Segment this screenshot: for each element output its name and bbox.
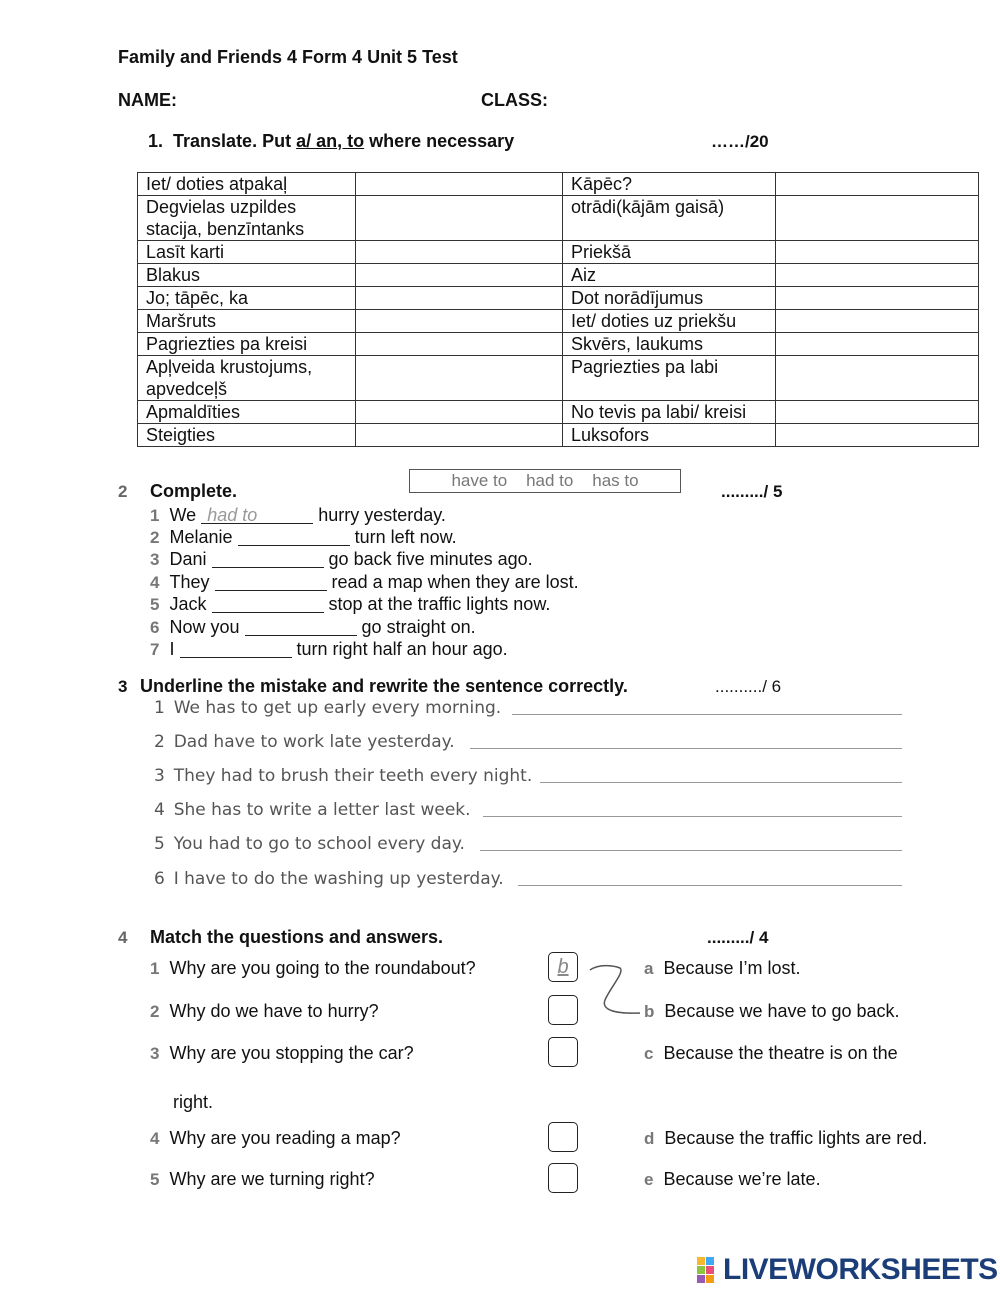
answer-cell-right[interactable] <box>776 401 979 424</box>
answer-letter: a <box>644 959 654 978</box>
match-question <box>150 958 476 979</box>
fill-value <box>212 549 218 569</box>
mistake-sentence[interactable]: She has to write a letter last week. <box>173 800 471 820</box>
word-box: have to had to has to <box>409 469 681 493</box>
rewrite-answer-line[interactable] <box>480 850 902 851</box>
item-before: Now you <box>169 617 240 637</box>
answer-cell-left[interactable] <box>356 310 563 333</box>
item-number: 6 <box>154 869 165 889</box>
item-number: 4 <box>150 573 160 592</box>
match-question <box>150 1169 375 1190</box>
rewrite-answer-line[interactable] <box>512 714 902 715</box>
question-text: Why do we have to hurry? <box>169 1001 379 1021</box>
answer-box[interactable] <box>548 1163 578 1193</box>
vocab-term-left: Iet/ doties atpakaļ <box>138 173 356 196</box>
item-before: I <box>169 639 175 659</box>
match-answer <box>644 1001 900 1022</box>
answer-text-continued <box>173 1092 213 1113</box>
section1-title-a: Translate. Put <box>173 131 297 151</box>
item-before: Jack <box>169 594 207 614</box>
item-number: 4 <box>150 1129 160 1148</box>
question-text: Why are you reading a map? <box>169 1128 401 1148</box>
vocab-term-left: Blakus <box>138 264 356 287</box>
logo-text: LIVEWORKSHEETS <box>723 1253 998 1286</box>
question-text: Why are you stopping the car? <box>169 1043 414 1063</box>
vocab-term-left: Pagriezties pa kreisi <box>138 333 356 356</box>
vocab-term-right: otrādi(kājām gaisā) <box>563 196 776 241</box>
complete-item <box>150 594 550 615</box>
item-number: 7 <box>150 640 160 659</box>
match-question <box>150 1001 379 1022</box>
rewrite-answer-line[interactable] <box>470 748 902 749</box>
answer-letter: b <box>644 1002 655 1021</box>
answer-letter: c <box>644 1044 654 1063</box>
vocab-row <box>138 196 979 241</box>
rewrite-item <box>154 834 465 854</box>
answer-cell-right[interactable] <box>776 333 979 356</box>
answer-cell-left[interactable] <box>356 356 563 401</box>
section1-title-b: where necessary <box>364 131 515 151</box>
match-answer <box>644 1169 821 1190</box>
answer-text: Because the theatre is on the <box>663 1043 898 1063</box>
section1-number: 1. <box>148 131 164 151</box>
item-number: 1 <box>150 506 160 525</box>
vocab-row <box>138 310 979 333</box>
mistake-sentence[interactable]: I have to do the washing up yesterday. <box>173 869 504 889</box>
vocab-term-right: Kāpēc? <box>563 173 776 196</box>
answer-cell-left[interactable] <box>356 196 563 241</box>
answer-cell-left[interactable] <box>356 401 563 424</box>
section1-title-underlined: a/ an, to <box>296 131 365 151</box>
vocab-term-right: Pagriezties pa labi <box>563 356 776 401</box>
fill-value <box>245 617 251 637</box>
section4-title: Match the questions and answers. <box>150 927 444 947</box>
answer-box[interactable] <box>548 1037 578 1067</box>
answer-letter: d <box>644 1129 655 1148</box>
match-question <box>150 1043 414 1064</box>
answer-box[interactable] <box>548 952 578 982</box>
item-number: 3 <box>154 766 165 786</box>
section3-title: Underline the mistake and rewrite the sentence correctly. <box>140 676 628 696</box>
liveworksheets-logo <box>697 1255 997 1287</box>
answer-cell-left[interactable] <box>356 264 563 287</box>
match-answer <box>644 958 801 979</box>
complete-item <box>150 639 508 660</box>
vocab-term-left: Apmaldīties <box>138 401 356 424</box>
item-number: 1 <box>154 698 165 718</box>
vocab-row <box>138 287 979 310</box>
complete-item <box>150 572 579 593</box>
logo-grid-icon <box>697 1257 723 1285</box>
vocab-row <box>138 333 979 356</box>
vocab-term-right: Dot norādījumus <box>563 287 776 310</box>
section1-score: ……/20 <box>711 132 769 151</box>
vocab-term-left: Apļveida krustojums, apvedceļš <box>138 356 356 401</box>
vocab-term-right: Skvērs, laukums <box>563 333 776 356</box>
section2-score: ........./ 5 <box>721 482 783 501</box>
item-number: 1 <box>150 959 160 978</box>
item-after: hurry yesterday. <box>318 505 446 525</box>
item-after: turn right half an hour ago. <box>296 639 508 659</box>
vocab-term-left: Jo; tāpēc, ka <box>138 287 356 310</box>
item-before: They <box>169 572 210 592</box>
answer-cell-left[interactable] <box>356 241 563 264</box>
item-after: go back five minutes ago. <box>328 549 533 569</box>
vocab-row <box>138 264 979 287</box>
item-number: 2 <box>154 732 165 752</box>
match-answer <box>644 1128 927 1149</box>
match-answer <box>644 1043 898 1064</box>
answer-box[interactable] <box>548 995 578 1025</box>
answer-text: Because we have to go back. <box>664 1001 900 1021</box>
vocab-row <box>138 173 979 196</box>
fill-blank[interactable] <box>245 617 357 636</box>
item-number: 2 <box>150 528 160 547</box>
vocab-row <box>138 356 979 401</box>
fill-value <box>212 594 218 614</box>
item-number: 5 <box>150 1170 160 1189</box>
item-after: turn left now. <box>354 527 457 547</box>
fill-blank[interactable] <box>215 572 327 591</box>
answer-value: b <box>557 956 569 978</box>
vocab-term-right: No tevis pa labi/ kreisi <box>563 401 776 424</box>
item-number: 2 <box>150 1002 160 1021</box>
rewrite-item <box>154 800 471 820</box>
answer-cell-right[interactable] <box>776 310 979 333</box>
fill-blank[interactable] <box>238 527 350 546</box>
item-before: Dani <box>169 549 207 569</box>
vocab-term-left: Lasīt karti <box>138 241 356 264</box>
vocab-term-right: Iet/ doties uz priekšu <box>563 310 776 333</box>
question-text: Why are we turning right? <box>169 1169 375 1189</box>
answer-cell-left[interactable] <box>356 333 563 356</box>
fill-value <box>215 572 221 592</box>
class-label: CLASS: <box>481 90 548 110</box>
vocab-term-left: Steigties <box>138 424 356 447</box>
answer-cell-right[interactable] <box>776 264 979 287</box>
complete-item <box>150 527 457 548</box>
rewrite-item <box>154 732 455 752</box>
vocab-table <box>137 172 979 447</box>
answer-cell-left[interactable] <box>356 424 563 447</box>
name-label: NAME: <box>118 90 177 110</box>
item-after: stop at the traffic lights now. <box>328 594 551 614</box>
item-number: 5 <box>150 595 160 614</box>
complete-item <box>150 549 533 570</box>
rewrite-answer-line[interactable] <box>540 782 902 783</box>
vocab-row <box>138 424 979 447</box>
vocab-term-right: Luksofors <box>563 424 776 447</box>
vocab-term-left: Maršruts <box>138 310 356 333</box>
answer-cell-right[interactable] <box>776 287 979 310</box>
section3-number: 3 <box>118 677 128 696</box>
item-before: Melanie <box>169 527 233 547</box>
section2-title: Complete. <box>150 481 238 501</box>
complete-item <box>150 505 446 526</box>
vocab-term-right: Priekšā <box>563 241 776 264</box>
section4-number: 4 <box>118 928 128 947</box>
answer-cell-left[interactable] <box>356 173 563 196</box>
fill-blank[interactable] <box>201 505 313 524</box>
item-number: 4 <box>154 800 165 820</box>
mistake-sentence[interactable]: You had to go to school every day. <box>173 834 465 854</box>
vocab-row <box>138 401 979 424</box>
question-text: Why are you going to the roundabout? <box>169 958 476 978</box>
fill-value <box>238 527 244 547</box>
vocab-term-right: Aiz <box>563 264 776 287</box>
vocab-row <box>138 241 979 264</box>
rewrite-item <box>154 698 501 718</box>
section1-heading <box>148 131 514 152</box>
answer-cell-left[interactable] <box>356 287 563 310</box>
item-before: We <box>169 505 197 525</box>
item-number: 3 <box>150 1044 160 1063</box>
answer-text: right. <box>173 1092 214 1112</box>
answer-box[interactable] <box>548 1122 578 1152</box>
match-question <box>150 1128 401 1149</box>
answer-cell-right[interactable] <box>776 241 979 264</box>
fill-value <box>180 639 186 659</box>
complete-item <box>150 617 476 638</box>
fill-value: had to <box>207 505 258 525</box>
answer-text: Because I’m lost. <box>663 958 801 978</box>
answer-cell-right[interactable] <box>776 173 979 196</box>
rewrite-answer-line[interactable] <box>483 816 902 817</box>
answer-text: Because the traffic lights are red. <box>664 1128 928 1148</box>
rewrite-item <box>154 766 532 786</box>
rewrite-answer-line[interactable] <box>518 885 902 886</box>
answer-cell-right[interactable] <box>776 356 979 401</box>
item-number: 6 <box>150 618 160 637</box>
section3-score: ........../ 6 <box>715 677 782 696</box>
section4-score: ........./ 4 <box>707 928 769 947</box>
mistake-sentence[interactable]: We has to get up early every morning. <box>173 698 502 718</box>
fill-blank[interactable] <box>180 639 292 658</box>
answer-letter: e <box>644 1170 654 1189</box>
rewrite-item <box>154 869 504 889</box>
answer-text: Because we’re late. <box>663 1169 821 1189</box>
mistake-sentence[interactable]: They had to brush their teeth every night. <box>173 766 533 786</box>
item-number: 5 <box>154 834 165 854</box>
answer-cell-right[interactable] <box>776 424 979 447</box>
answer-cell-right[interactable] <box>776 196 979 241</box>
vocab-term-left: Degvielas uzpildes stacija, benzīntanks <box>138 196 356 241</box>
item-after: go straight on. <box>361 617 476 637</box>
section2-number: 2 <box>118 482 128 501</box>
mistake-sentence[interactable]: Dad have to work late yesterday. <box>173 732 455 752</box>
worksheet-title: Family and Friends 4 Form 4 Unit 5 Test <box>118 47 458 67</box>
fill-blank[interactable] <box>212 549 324 568</box>
item-after: read a map when they are lost. <box>331 572 579 592</box>
match-connector-line <box>585 958 645 1018</box>
item-number: 3 <box>150 550 160 569</box>
fill-blank[interactable] <box>212 594 324 613</box>
